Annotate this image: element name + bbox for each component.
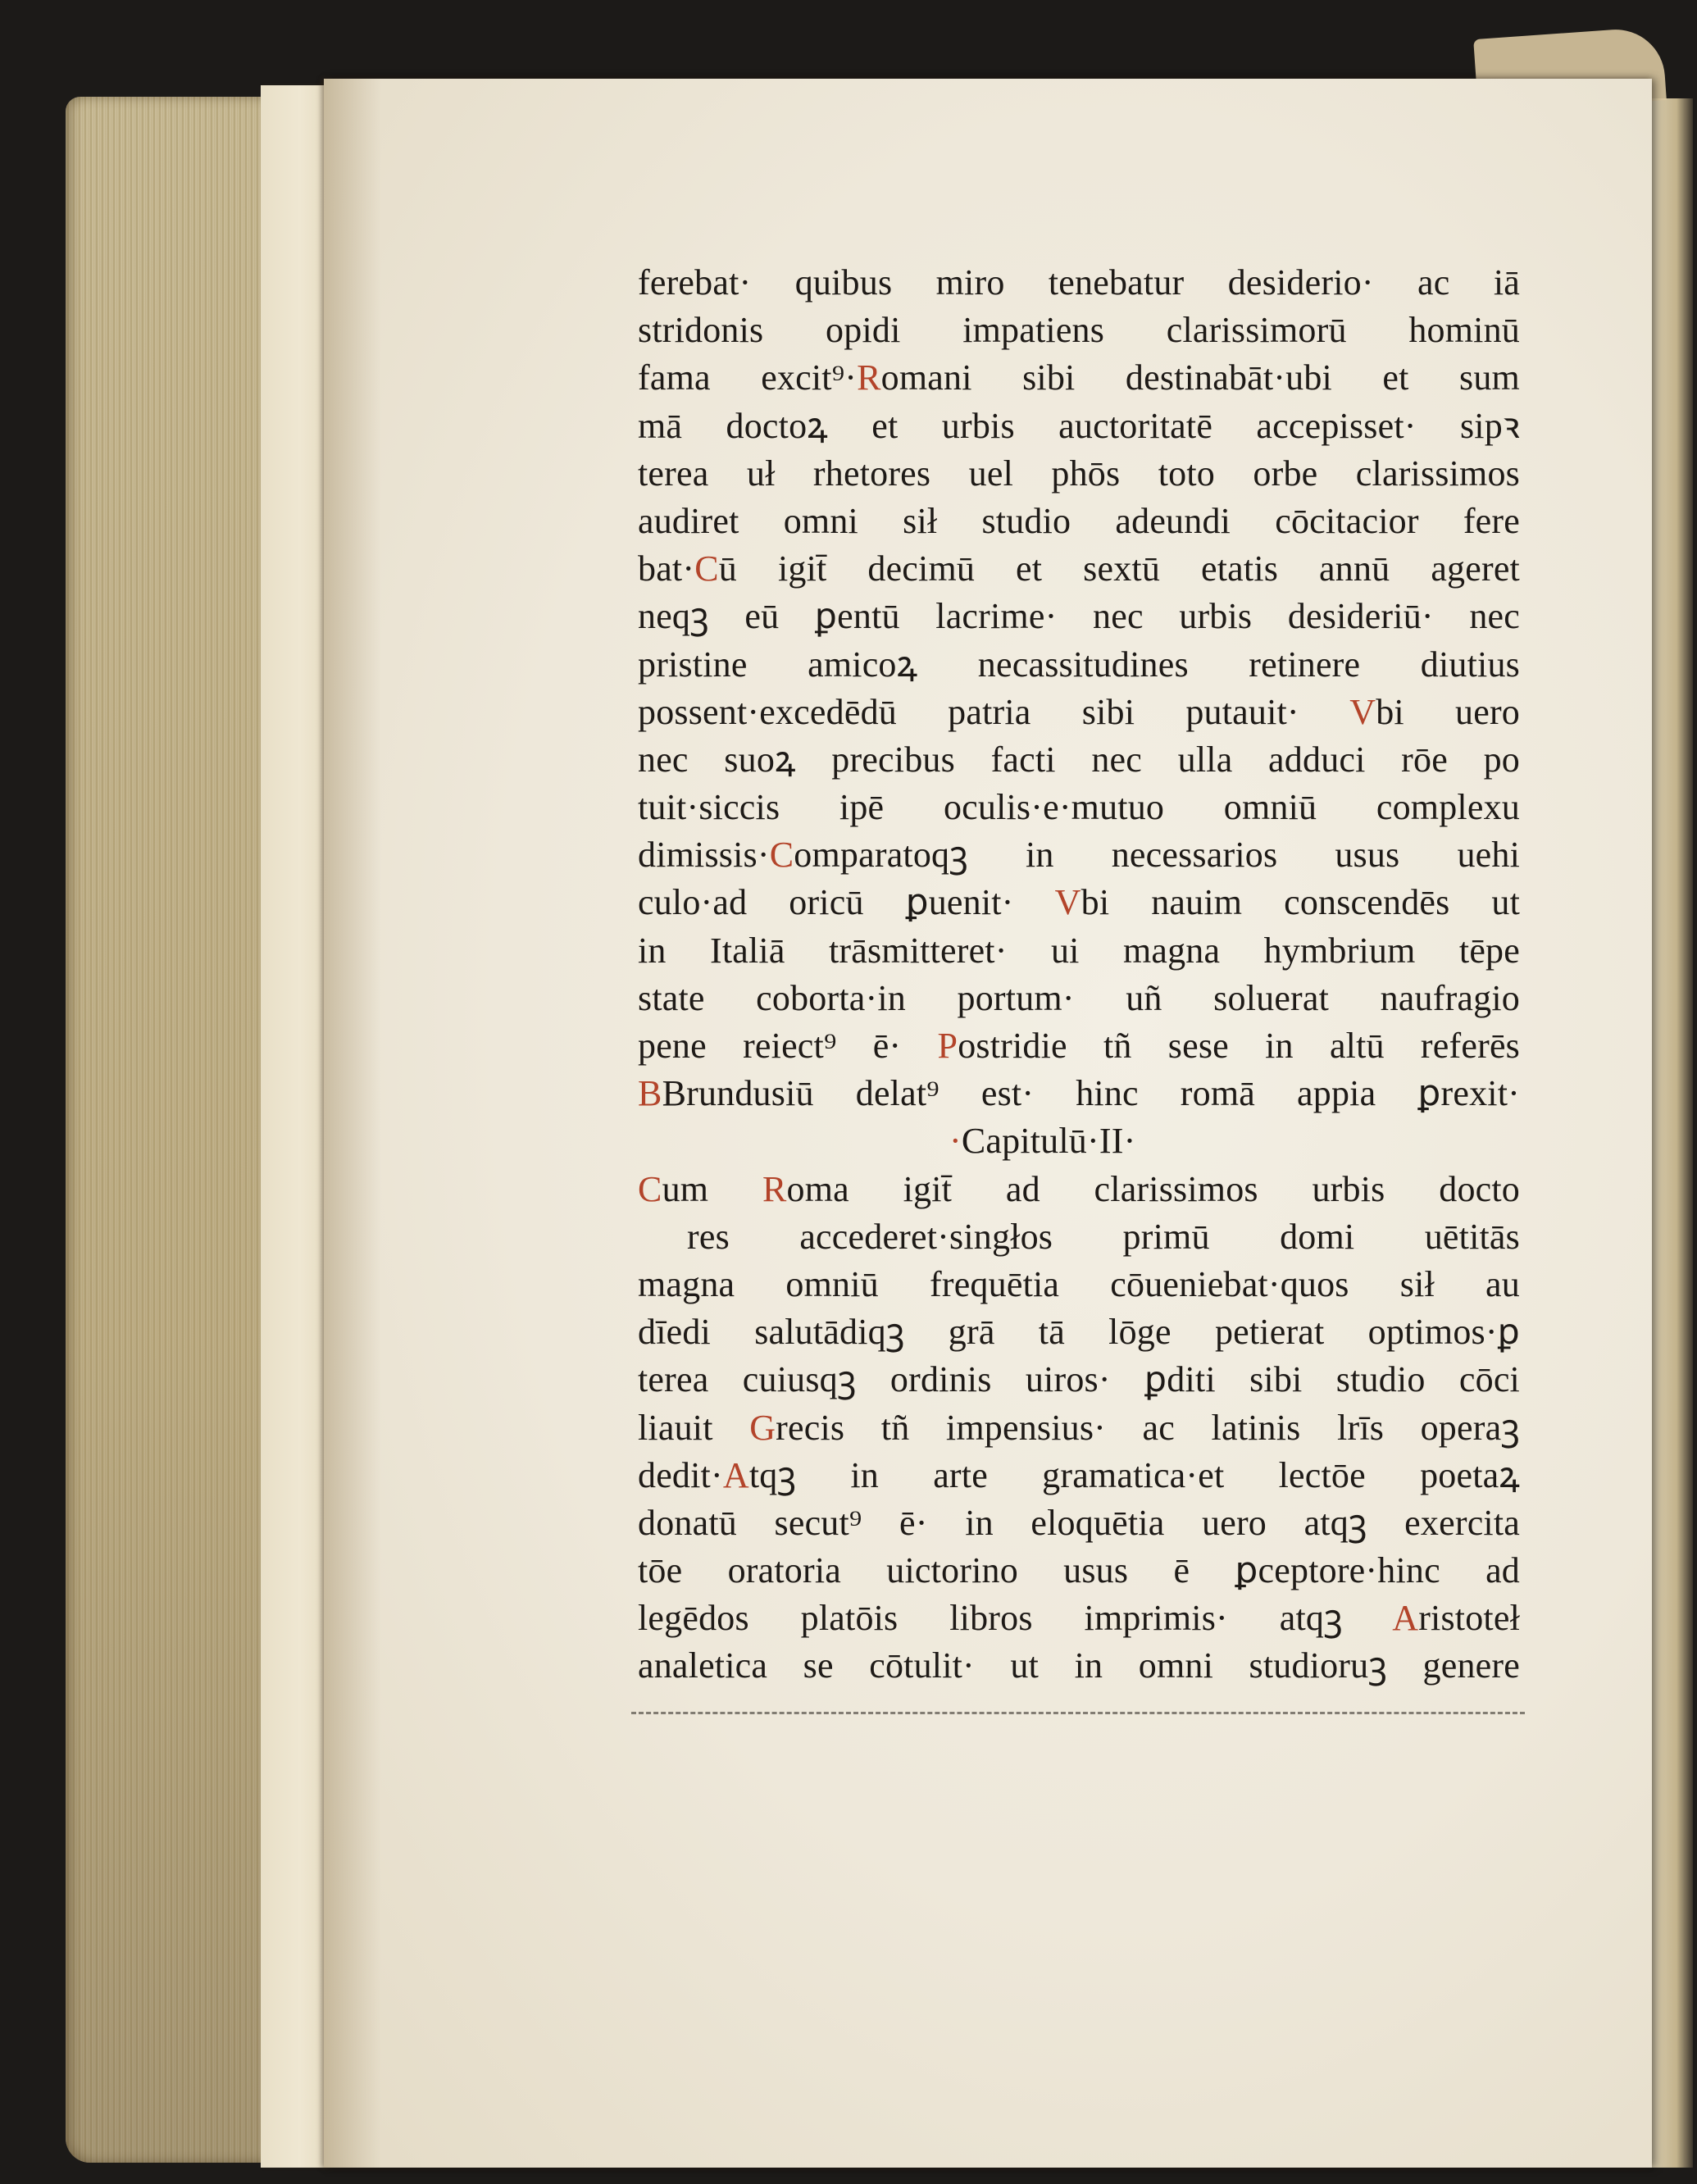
rubricated-initial: B bbox=[638, 1073, 662, 1114]
text-line: state coborta·in portum· uñ soluerat naufragio bbox=[638, 977, 1520, 1018]
rubricated-initial: C bbox=[694, 548, 719, 589]
rubricated-initial: V bbox=[1349, 691, 1376, 732]
text-line: nec suoꝝ precibus facti nec ulla adduci rōe po bbox=[638, 739, 1520, 780]
binding-margin bbox=[261, 85, 326, 2168]
text-line: stridonis opidi impatiens clarissimorū hominū bbox=[638, 310, 1520, 351]
page-edges-shade bbox=[66, 97, 271, 2163]
text-line: BBrundusiū delat⁹ est· hinc romā appia ꝑrexit· bbox=[638, 1073, 1520, 1114]
text-line: terea cuiusqꝫ ordinis uiros· ꝑditi sibi studio cōci bbox=[638, 1359, 1520, 1400]
text-line: audiret omni sił studio adeundi cōcitacior fere bbox=[638, 500, 1520, 541]
text-line: donatū secut⁹ ē· in eloquētia uero atqꝫ exercita bbox=[638, 1502, 1520, 1543]
text-line: Cum Roma igit̄ ad clarissimos urbis docto bbox=[638, 1168, 1520, 1209]
page-gutter-shadow bbox=[324, 79, 381, 2168]
text-line: pristine amicoꝝ necassitudines retinere diutius bbox=[638, 644, 1520, 685]
rubricated-initial: R bbox=[762, 1168, 787, 1209]
rubricated-initial: A bbox=[1392, 1598, 1419, 1639]
bottom-rule bbox=[631, 1712, 1525, 1714]
next-page-edge bbox=[1652, 98, 1693, 2168]
text-line: culo·ad oricū ꝑuenit· Vbi nauim conscendēs ut bbox=[638, 882, 1520, 923]
chapter-heading: ·Capitulū·II· bbox=[949, 1121, 1136, 1162]
text-line: liauit Grecis tñ impensius· ac latinis lrīs operaꝫ bbox=[638, 1407, 1520, 1448]
text-line: legēdos platōis libros imprimis· atqꝫ Aristoteł bbox=[638, 1598, 1520, 1639]
text-line: res accederet·singłos primū domi uētitās bbox=[687, 1216, 1520, 1257]
rubricated-initial: A bbox=[722, 1454, 749, 1495]
rubricated-initial: G bbox=[749, 1407, 776, 1448]
rubricated-initial: C bbox=[638, 1168, 662, 1209]
text-line: in Italiā trāsmitteret· ui magna hymbrium tēpe bbox=[638, 930, 1520, 971]
text-line: possent·excedēdū patria sibi putauit· Vbi uero bbox=[638, 691, 1521, 732]
text-line: fama excit⁹·Romani sibi destinabāt·ubi et sum bbox=[638, 357, 1520, 398]
text-line: dīedi salutādiqꝫ grā tā lōge petierat optimos·ꝑ bbox=[638, 1312, 1520, 1353]
text-line: analetica se cōtulit· ut in omni studioruꝫ genere bbox=[638, 1645, 1520, 1686]
text-line: pene reiect⁹ ē· Postridie tñ sese in altū referēs bbox=[638, 1026, 1521, 1066]
text-line: dedit·Atqꝫ in arte gramatica·et lectōe poetaꝝ bbox=[638, 1454, 1520, 1495]
incunable-text bbox=[638, 259, 1520, 1690]
text-line: dimissis·Comparatoqꝫ in necessarios usus uehi bbox=[638, 835, 1520, 876]
text-line: tōe oratoria uictorino usus ē ꝑceptore·hinc ad bbox=[638, 1550, 1520, 1591]
rubricated-initial: V bbox=[1054, 882, 1081, 923]
text-line: tuit·siccis ipē oculis·e·mutuo omniū complexu bbox=[638, 787, 1520, 828]
rubricated-initial: R bbox=[857, 357, 881, 398]
text-line: magna omniū frequētia cōueniebat·quos sił au bbox=[638, 1263, 1520, 1304]
text-line: neqꝫ eū ꝑentū lacrime· nec urbis desideriū· nec bbox=[638, 596, 1520, 637]
text-line: bat·Cū igit̄ decimū et sextū etatis annū ageret bbox=[638, 548, 1520, 589]
text-line: terea uł rhetores uel phōs toto orbe clarissimos bbox=[638, 453, 1520, 494]
rubricated-initial: P bbox=[937, 1026, 958, 1066]
text-line: mā doctoꝝ et urbis auctoritatē accepisset· sipꝛ bbox=[638, 405, 1520, 446]
rubricated-initial: C bbox=[769, 835, 794, 876]
text-line: ferebat· quibus miro tenebatur desiderio· ac iā bbox=[638, 262, 1520, 303]
